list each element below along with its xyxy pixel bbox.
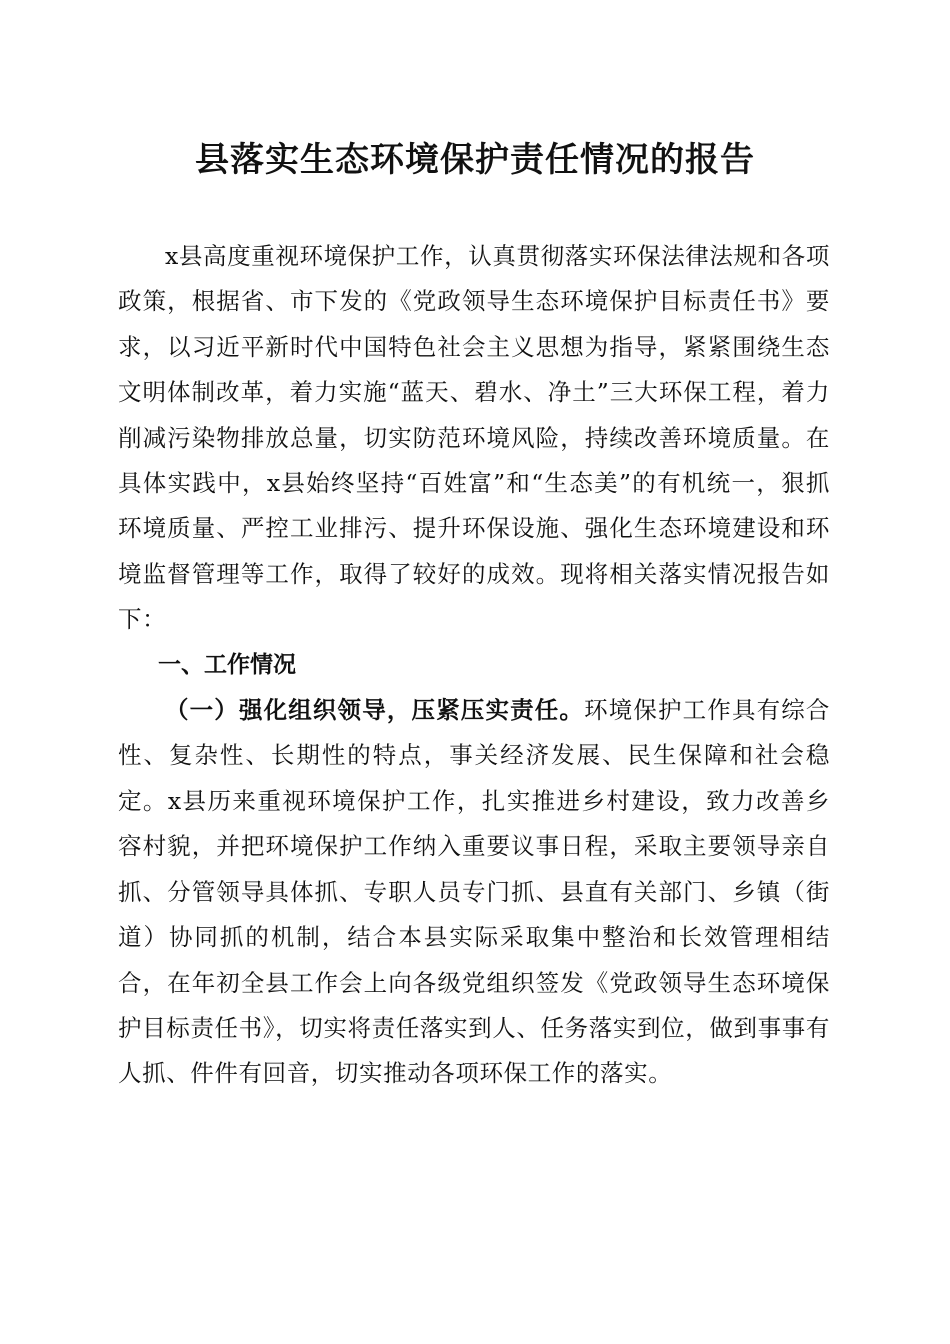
subsection-lead: （一）强化组织领导，压紧压实责任。	[165, 696, 585, 725]
document-body	[118, 234, 830, 1097]
section-heading-work-status: 一、工作情况	[158, 651, 296, 678]
subsection-body: 环境保护工作具有综合性、复杂性、长期性的特点，事关经济发展、民生保障和社会稳定。x县历来重视环境保护工作，扎实推进乡村建设，致力改善乡容村貌，并把环境保护工作纳入重要议事日程，采取主要领导亲自抓、分管领导具体抓、专职人员专门抓、县直有关部门、乡镇（街道）协同抓的机制，结合本县实际采取集中整治和长效管理相结合，在年初全县工作会上向各级党组织签发《党政领导生态环境保护目标责任书》，切实将责任落实到人、任务落实到位，做到事事有人抓、件件有回音，切实推动各项环保工作的落实。	[118, 696, 831, 1088]
subsection-paragraph	[118, 688, 830, 1097]
document-title: 县落实生态环境保护责任情况的报告	[195, 140, 755, 180]
intro-paragraph: x县高度重视环境保护工作，认真贯彻落实环保法律法规和各项政策，根据省、市下发的《党政领导生态环境保护目标责任书》要求，以习近平新时代中国特色社会主义思想为指导，紧紧围绕生态文明体制改革，着力实施“蓝天、碧水、净土”三大环保工程，着力削减污染物排放总量，切实防范环境风险，持续改善环境质量。在具体实践中，x县始终坚持“百姓富”和“生态美”的有机统一，狠抓环境质量、严控工业排污、提升环保设施、强化生态环境建设和环境监督管理等工作，取得了较好的成效。现将相关落实情况报告如下：	[118, 242, 830, 634]
